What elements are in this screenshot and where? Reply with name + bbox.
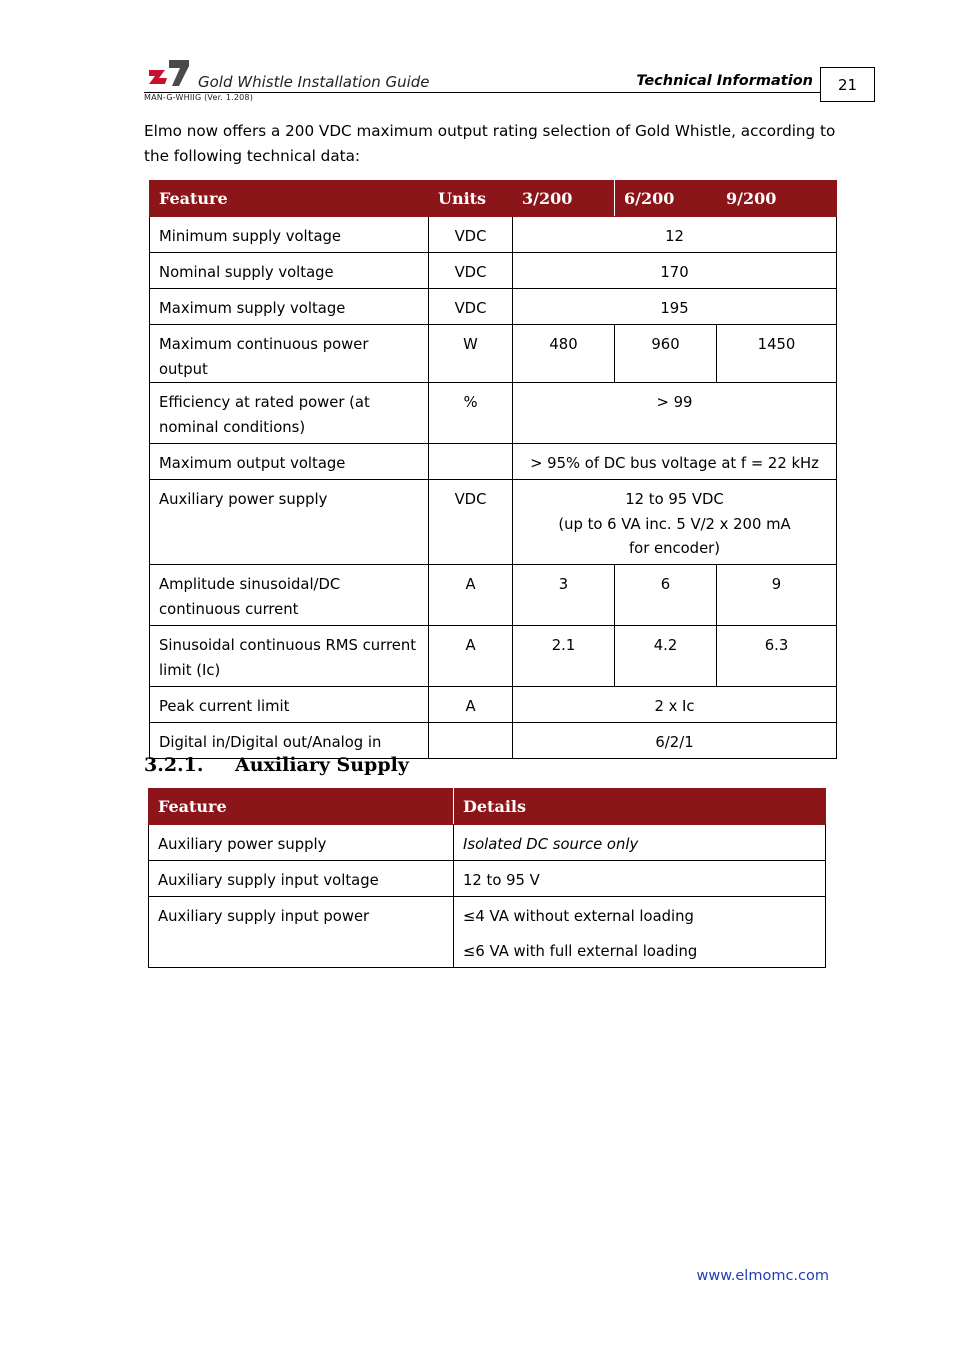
details-cell [454, 897, 826, 968]
feature-cell: Nominal supply voltage [150, 253, 429, 289]
value-cell: > 99 [513, 383, 837, 444]
section-heading [144, 754, 409, 776]
table-row [150, 383, 837, 444]
value-cell-9-200: 6.3 [717, 626, 837, 687]
table-row [149, 825, 826, 861]
intro-paragraph: Elmo now offers a 200 VDC maximum output rating selection of Gold Whistle, according to the following technical data: [144, 122, 836, 165]
value-cell-6-200: 960 [615, 325, 717, 383]
value-cell-9-200: 1450 [717, 325, 837, 383]
col-header-6-200: 6/200 [615, 181, 717, 217]
header-rule [144, 92, 820, 93]
col-header-feature: Feature [150, 181, 429, 217]
table-row [149, 897, 826, 968]
units-cell: A [429, 687, 513, 723]
col-header-details: Details [454, 789, 826, 825]
units-cell [429, 444, 513, 480]
elmo-logo [147, 58, 191, 88]
details-cell: 12 to 95 V [454, 861, 826, 897]
feature-cell: Efficiency at rated power (at nominal conditions) [150, 383, 429, 444]
value-line: 12 to 95 VDC [625, 491, 724, 508]
feature-cell: Auxiliary power supply [150, 480, 429, 565]
feature-cell: Maximum supply voltage [150, 289, 429, 325]
table-row [150, 626, 837, 687]
units-cell: A [429, 626, 513, 687]
page-number: 21 [820, 67, 875, 102]
details-line: ≤4 VA without external loading [463, 908, 694, 925]
auxiliary-supply-table [148, 788, 826, 968]
table-row [150, 565, 837, 626]
col-header-feature: Feature [149, 789, 454, 825]
details-line: ≤6 VA with full external loading [463, 942, 698, 960]
table-row [149, 861, 826, 897]
table-row [150, 325, 837, 383]
table-row [150, 687, 837, 723]
section-header: Technical Information [636, 73, 813, 89]
col-header-3-200: 3/200 [513, 181, 615, 217]
feature-cell: Amplitude sinusoidal/DC continuous current [150, 565, 429, 626]
doc-version: MAN-G-WHIIG (Ver. 1.208) [144, 93, 254, 102]
value-cell-6-200: 4.2 [615, 626, 717, 687]
value-cell: 6/2/1 [513, 723, 837, 759]
table-header-row [149, 789, 826, 825]
table-row [150, 289, 837, 325]
table-row [150, 253, 837, 289]
col-header-units: Units [429, 181, 513, 217]
feature-cell: Minimum supply voltage [150, 217, 429, 253]
feature-cell: Sinusoidal continuous RMS current limit (Ic) [150, 626, 429, 687]
value-cell-3-200: 3 [513, 565, 615, 626]
section-number: 3.2.1. [144, 754, 204, 776]
table-header-row [150, 181, 837, 217]
value-line: (up to 6 VA inc. 5 V/2 x 200 mA for encoder) [558, 515, 791, 557]
value-cell: 2 x Ic [513, 687, 837, 723]
value-cell-3-200: 480 [513, 325, 615, 383]
table-row [150, 444, 837, 480]
section-title: Auxiliary Supply [235, 754, 409, 776]
col-header-9-200: 9/200 [717, 181, 837, 217]
feature-cell: Peak current limit [150, 687, 429, 723]
value-cell: 195 [513, 289, 837, 325]
units-cell: W [429, 325, 513, 383]
units-cell: VDC [429, 253, 513, 289]
units-cell [429, 723, 513, 759]
feature-cell: Maximum continuous power output [150, 325, 429, 383]
value-cell-9-200: 9 [717, 565, 837, 626]
value-cell: > 95% of DC bus voltage at f = 22 kHz [513, 444, 837, 480]
technical-data-table [149, 180, 837, 759]
value-cell-3-200: 2.1 [513, 626, 615, 687]
feature-cell: Auxiliary supply input voltage [149, 861, 454, 897]
feature-cell: Auxiliary supply input power [149, 897, 454, 968]
value-cell-6-200: 6 [615, 565, 717, 626]
units-cell: % [429, 383, 513, 444]
doc-title: Gold Whistle Installation Guide [198, 73, 430, 91]
details-cell: Isolated DC source only [454, 825, 826, 861]
units-cell: VDC [429, 289, 513, 325]
units-cell: VDC [429, 480, 513, 565]
footer-website-link[interactable]: www.elmomc.com [696, 1268, 829, 1284]
feature-cell: Maximum output voltage [150, 444, 429, 480]
value-cell: 170 [513, 253, 837, 289]
units-cell: VDC [429, 217, 513, 253]
feature-cell: Digital in/Digital out/Analog in [150, 723, 429, 759]
units-cell: A [429, 565, 513, 626]
feature-cell: Auxiliary power supply [149, 825, 454, 861]
value-cell: 12 [513, 217, 837, 253]
value-cell [513, 480, 837, 565]
table-row [150, 217, 837, 253]
table-row [150, 480, 837, 565]
